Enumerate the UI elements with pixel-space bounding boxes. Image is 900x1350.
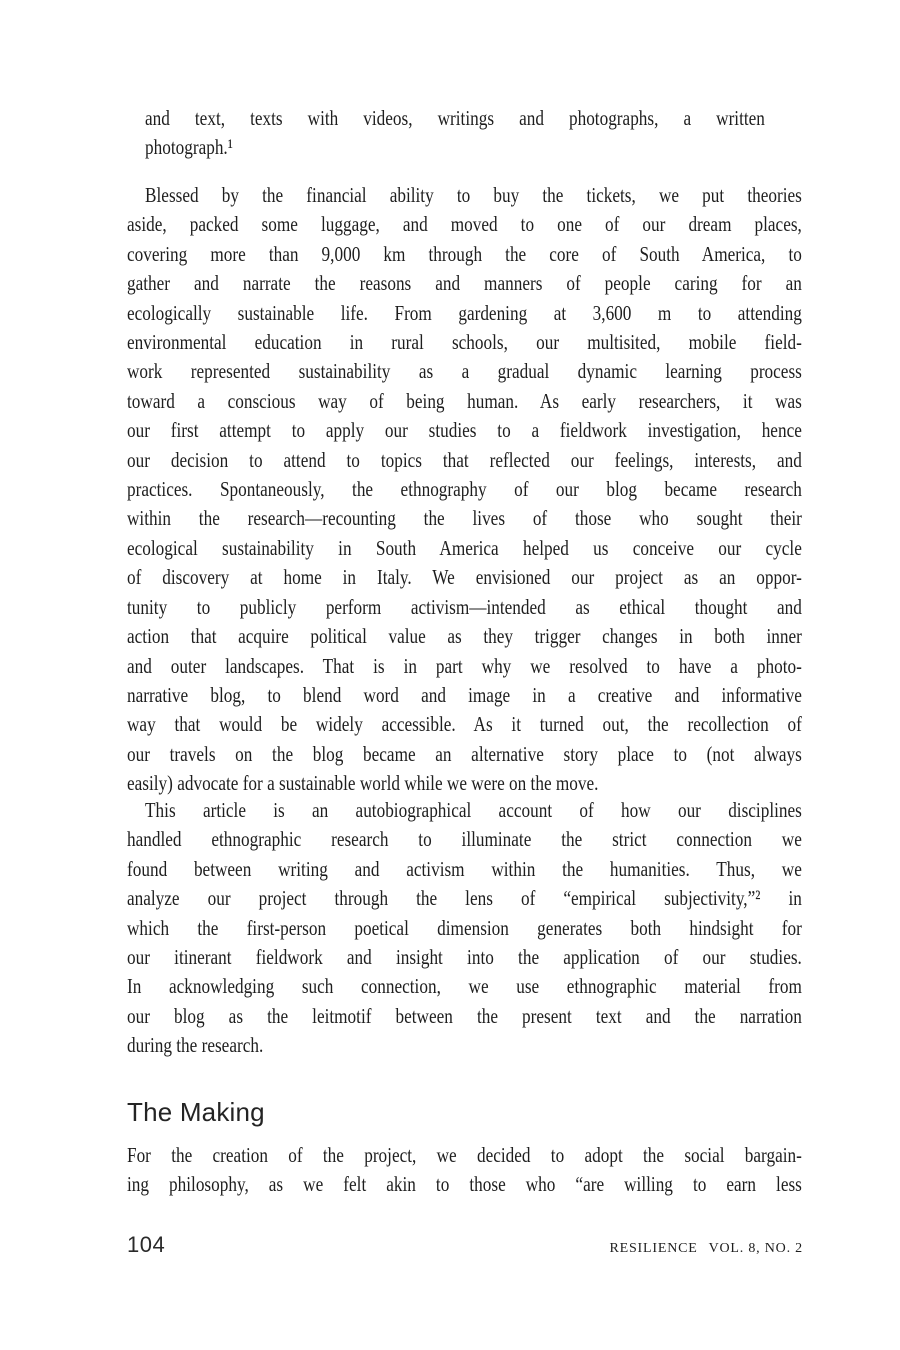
text-line: our decision to attend to topics that reflected our feelings, interests, and	[127, 447, 802, 472]
text-line: Blessed by the financial ability to buy the tickets, we put theories	[145, 183, 802, 207]
text-line: our first attempt to apply our studies to a fieldwork investigation, hence	[127, 418, 802, 443]
text-line: found between writing and activism within the humanities. Thus, we	[127, 856, 802, 881]
running-head-journal: RESILIENCE	[609, 1241, 698, 1256]
text-line: work represented sustainability as a gradual dynamic learning process	[127, 359, 802, 384]
text-line: which the first-person poetical dimension generates both hindsight for	[127, 915, 802, 940]
text-line: and text, texts with videos, writings and photographs, a written	[145, 106, 765, 130]
text-line: easily) advocate for a sustainable world while we were on the move.	[127, 771, 599, 796]
section-heading: The Making	[127, 1097, 265, 1127]
text-line: action that acquire political value as they trigger changes in both inner	[127, 624, 802, 649]
text-line: toward a conscious way of being human. As early researchers, it was	[127, 388, 802, 413]
text-line: our travels on the blog became an alternative story place to (not always	[127, 741, 802, 766]
block-quote	[145, 104, 765, 163]
running-head	[609, 1241, 803, 1257]
page-footer	[127, 1232, 803, 1258]
text-line: handled ethnographic research to illuminate the strict connection we	[127, 827, 802, 852]
text-line: This article is an autobiographical account of how our disciplines	[145, 798, 802, 822]
paragraph-for-the-creation	[127, 1141, 802, 1200]
text-line: covering more than 9,000 km through the core of South America, to	[127, 241, 802, 266]
text-line: ing philosophy, as we felt akin to those who “are willing to earn less	[127, 1172, 802, 1197]
text-line: photograph.¹	[145, 135, 233, 160]
text-line: of discovery at home in Italy. We envisioned our project as an oppor-	[127, 565, 802, 590]
text-line: within the research—recounting the lives of those who sought their	[127, 506, 802, 531]
text-line: environmental education in rural schools, our multisited, mobile field-	[127, 330, 802, 355]
paragraph-blessed	[127, 181, 802, 799]
text-line: ecologically sustainable life. From gardening at 3,600 m to attending	[127, 300, 802, 325]
text-line: narrative blog, to blend word and image in a creative and informative	[127, 682, 802, 707]
page-number: 104	[127, 1232, 166, 1257]
text-line: In acknowledging such connection, we use ethnographic material from	[127, 974, 802, 999]
text-line: gather and narrate the reasons and manners of people caring for an	[127, 271, 802, 296]
paragraph-this-article	[127, 796, 802, 1061]
text-line: tunity to publicly perform activism—intended as ethical thought and	[127, 594, 802, 619]
text-line: during the research.	[127, 1033, 264, 1058]
text-line: aside, packed some luggage, and moved to one of our dream places,	[127, 212, 802, 237]
text-line: practices. Spontaneously, the ethnography of our blog became research	[127, 477, 802, 502]
text-line: our itinerant fieldwork and insight into the application of our studies.	[127, 945, 802, 970]
text-line: our blog as the leitmotif between the present text and the narration	[127, 1003, 802, 1028]
text-line: ecological sustainability in South America helped us conceive our cycle	[127, 535, 802, 560]
text-line: For the creation of the project, we decided to adopt the social bargain-	[127, 1143, 802, 1167]
text-line: analyze our project through the lens of “empirical subjectivity,”² in	[127, 886, 802, 911]
text-line: and outer landscapes. That is in part why we resolved to have a photo-	[127, 653, 802, 678]
text-line: way that would be widely accessible. As it turned out, the recollection of	[127, 712, 802, 737]
running-head-issue: VOL. 8, NO. 2	[708, 1241, 803, 1256]
